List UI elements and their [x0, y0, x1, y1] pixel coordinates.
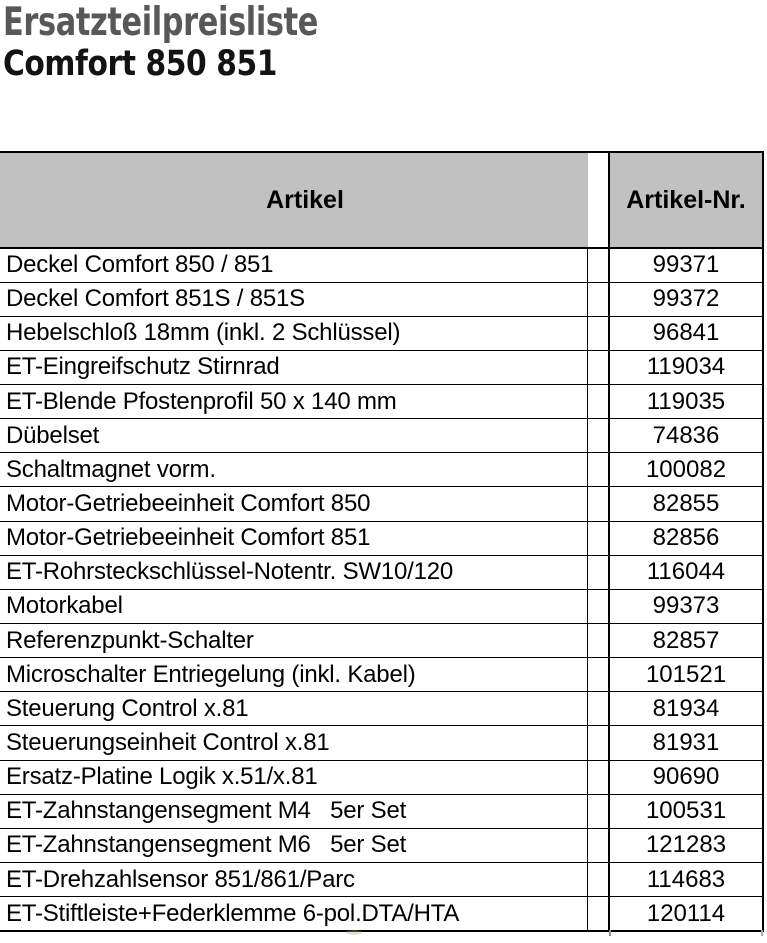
table-row: [0, 452, 764, 486]
artikel-text: Schaltmagnet vorm.: [6, 455, 216, 483]
artikel-nr-text: 100082: [645, 455, 727, 483]
artikel-nr-text: 74836: [652, 421, 720, 449]
cutoff-divider-stub: [609, 930, 611, 936]
cell-spacer: [588, 249, 610, 282]
cell-artikel-nr: [610, 419, 764, 452]
cell-spacer: [588, 795, 610, 828]
artikel-text: Referenzpunkt-Schalter: [6, 626, 254, 654]
artikel-text: Dübelset: [6, 421, 100, 449]
scan-artifact: [346, 930, 362, 935]
cell-artikel: [0, 829, 588, 862]
table-row: [0, 418, 764, 452]
cell-artikel: [0, 726, 588, 759]
artikel-nr-text: 90690: [652, 763, 720, 791]
cell-spacer: [588, 351, 610, 384]
artikel-nr-text: 100531: [645, 797, 727, 825]
table-row: [0, 760, 764, 794]
artikel-nr-text: 82857: [652, 626, 720, 654]
artikel-text: ET-Zahnstangensegment M4 5er Set: [6, 797, 407, 825]
cell-artikel-nr: [610, 249, 764, 282]
cell-spacer: [588, 453, 610, 486]
cell-artikel-nr: [610, 453, 764, 486]
cell-spacer: [588, 624, 610, 657]
cell-artikel-nr: [610, 829, 764, 862]
cell-spacer: [588, 317, 610, 350]
cutoff-right-border-stub: [761, 930, 763, 936]
artikel-text: Deckel Comfort 851S / 851S: [6, 285, 305, 313]
cell-spacer: [588, 829, 610, 862]
cell-spacer: [588, 283, 610, 316]
artikel-text: Deckel Comfort 850 / 851: [6, 251, 274, 279]
header-label-artikel: Artikel: [266, 185, 344, 214]
cell-artikel: [0, 761, 588, 794]
cell-artikel: [0, 590, 588, 623]
table-row: [0, 384, 764, 418]
cell-artikel: [0, 487, 588, 520]
table-row: [0, 589, 764, 623]
artikel-nr-text: 116044: [646, 558, 726, 586]
header-cell-artikel-bg: [0, 153, 588, 247]
cell-artikel: [0, 863, 588, 896]
table-row: [0, 657, 764, 691]
table-row: [0, 249, 764, 282]
cell-artikel-nr: [610, 590, 764, 623]
cell-artikel: [0, 658, 588, 691]
table-row: [0, 828, 764, 862]
table-header-row: [0, 153, 764, 249]
artikel-text: Motorkabel: [6, 592, 123, 620]
artikel-text: Steuerungseinheit Control x.81: [6, 728, 330, 756]
cell-artikel-nr: [610, 863, 764, 896]
artikel-nr-text: 81934: [652, 694, 720, 722]
cell-spacer: [588, 726, 610, 759]
cell-artikel: [0, 522, 588, 555]
artikel-nr-text: 96841: [652, 319, 720, 347]
page-title: Ersatzteilpreisliste: [3, 0, 318, 45]
artikel-text: ET-Zahnstangensegment M6 5er Set: [6, 831, 407, 859]
cell-artikel-nr: [610, 761, 764, 794]
cell-artikel-nr: [610, 385, 764, 418]
artikel-text: ET-Blende Pfostenprofil 50 x 140 mm: [6, 387, 397, 415]
artikel-nr-text: 121283: [645, 831, 727, 859]
cell-artikel-nr: [610, 897, 764, 930]
artikel-text: Steuerung Control x.81: [6, 694, 249, 722]
artikel-nr-text: 114683: [646, 865, 726, 893]
cell-artikel-nr: [610, 283, 764, 316]
cell-artikel-nr: [610, 522, 764, 555]
header-spacer-cell: [588, 153, 610, 247]
artikel-nr-text: 82856: [652, 524, 720, 552]
artikel-text: ET-Eingreifschutz Stirnrad: [6, 353, 280, 381]
cell-artikel-nr: [610, 351, 764, 384]
cell-spacer: [588, 590, 610, 623]
cell-spacer: [588, 658, 610, 691]
artikel-nr-text: 81931: [652, 728, 720, 756]
cell-spacer: [588, 487, 610, 520]
cell-artikel-nr: [610, 658, 764, 691]
cell-spacer: [588, 692, 610, 725]
cell-artikel-nr: [610, 317, 764, 350]
table-row: [0, 862, 764, 896]
cell-artikel: [0, 249, 588, 282]
table-row: [0, 691, 764, 725]
table-row: [0, 316, 764, 350]
table-body: [0, 249, 764, 930]
cell-artikel-nr: [610, 692, 764, 725]
table-row: [0, 623, 764, 657]
cell-artikel-nr: [610, 795, 764, 828]
cell-artikel: [0, 419, 588, 452]
header-cell-artikel-nr: [610, 153, 764, 247]
cell-artikel: [0, 897, 588, 930]
artikel-text: Motor-Getriebeeinheit Comfort 851: [6, 524, 371, 552]
spare-parts-table: [0, 151, 764, 932]
cell-artikel-nr: [610, 487, 764, 520]
artikel-text: Microschalter Entriegelung (inkl. Kabel): [6, 660, 416, 688]
cell-artikel: [0, 283, 588, 316]
artikel-nr-text: 119034: [646, 353, 726, 381]
artikel-nr-text: 101521: [645, 660, 727, 688]
cell-spacer: [588, 761, 610, 794]
cell-spacer: [588, 522, 610, 555]
cell-artikel: [0, 351, 588, 384]
table-row: [0, 350, 764, 384]
table-row: [0, 794, 764, 828]
table-row: [0, 521, 764, 555]
cell-artikel-nr: [610, 624, 764, 657]
artikel-text: ET-Stiftleiste+Federklemme 6-pol.DTA/HTA: [6, 899, 460, 927]
artikel-text: Ersatz-Platine Logik x.51/x.81: [6, 763, 318, 791]
table-row: [0, 282, 764, 316]
table-row: [0, 555, 764, 589]
cell-spacer: [588, 863, 610, 896]
cell-spacer: [588, 385, 610, 418]
header-label-artikel-nr: Artikel-Nr.: [626, 185, 746, 214]
artikel-text: ET-Rohrsteckschlüssel-Notentr. SW10/120: [6, 558, 454, 586]
artikel-text: Hebelschloß 18mm (inkl. 2 Schlüssel): [6, 319, 401, 347]
artikel-nr-text: 99371: [652, 251, 720, 279]
cell-artikel: [0, 624, 588, 657]
table-row: [0, 725, 764, 759]
artikel-nr-text: 119035: [646, 387, 726, 415]
cell-artikel: [0, 795, 588, 828]
cell-artikel: [0, 692, 588, 725]
cell-spacer: [588, 556, 610, 589]
artikel-nr-text: 82855: [652, 489, 720, 517]
cell-artikel: [0, 556, 588, 589]
artikel-text: Motor-Getriebeeinheit Comfort 850: [6, 489, 371, 517]
table-row: [0, 486, 764, 520]
cell-spacer: [588, 897, 610, 930]
cell-artikel: [0, 317, 588, 350]
artikel-nr-text: 99372: [652, 285, 720, 313]
cell-artikel: [0, 385, 588, 418]
cell-artikel: [0, 453, 588, 486]
cell-spacer: [588, 419, 610, 452]
cell-artikel-nr: [610, 726, 764, 759]
table-row: [0, 896, 764, 930]
artikel-text: ET-Drehzahlsensor 851/861/Parc: [6, 865, 355, 893]
page-subtitle: Comfort 850 851: [3, 44, 278, 84]
artikel-nr-text: 120114: [646, 899, 726, 927]
cell-artikel-nr: [610, 556, 764, 589]
artikel-nr-text: 99373: [652, 592, 720, 620]
